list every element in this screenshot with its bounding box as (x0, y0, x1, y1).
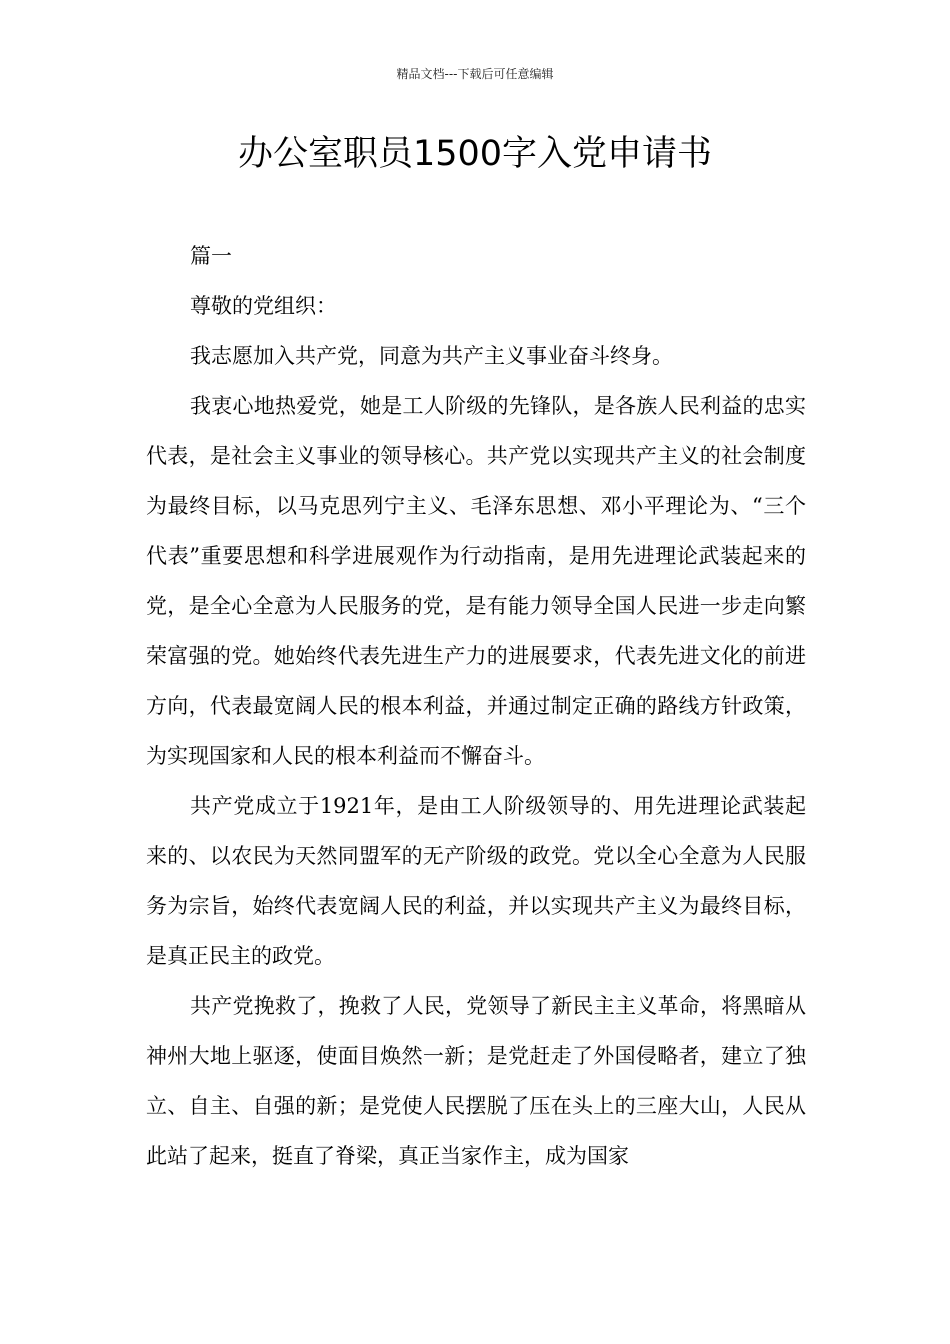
body-paragraph: 我志愿加入共产党，同意为共产主义事业奋斗终身。 (190, 344, 673, 368)
document-body (146, 231, 806, 1181)
salutation: 尊敬的党组织： (190, 294, 337, 318)
body-paragraph: 共产党挽救了，挽救了人民，党领导了新民主主义革命，将黑暗从神州大地上驱逐，使面目焕然一新；是党赶走了外国侵略者，建立了独立、自主、自强的新；是党使人民摆脱了压在头上的三座大山，人民从此站了起来，挺直了脊梁，真正当家作主，成为国家 (146, 994, 806, 1168)
header-note: 精品文档---下载后可任意编辑 (396, 67, 554, 81)
document-title: 办公室职员1500字入党申请书 (237, 134, 713, 174)
section-label: 篇一 (190, 244, 232, 268)
body-paragraph: 共产党成立于1921年，是由工人阶级领导的、用先进理论武装起来的、以农民为天然同盟军的无产阶级的政党。党以全心全意为人民服务为宗旨，始终代表宽阔人民的利益，并以实现共产主义为最终目标，是真正民主的政党。 (146, 794, 806, 968)
body-paragraph: 我衷心地热爱党，她是工人阶级的先锋队，是各族人民利益的忠实代表，是社会主义事业的领导核心。共产党以实现共产主义的社会制度为最终目标，以马克思列宁主义、毛泽东思想、邓小平理论为、“三个代表”重要思想和科学进展观作为行动指南，是用先进理论武装起来的党，是全心全意为人民服务的党，是有能力领导全国人民进一步走向繁荣富强的党。她始终代表先进生产力的进展要求，代表先进文化的前进方向，代表最宽阔人民的根本利益，并通过制定正确的路线方针政策，为实现国家和人民的根本利益而不懈奋斗。 (146, 394, 806, 768)
